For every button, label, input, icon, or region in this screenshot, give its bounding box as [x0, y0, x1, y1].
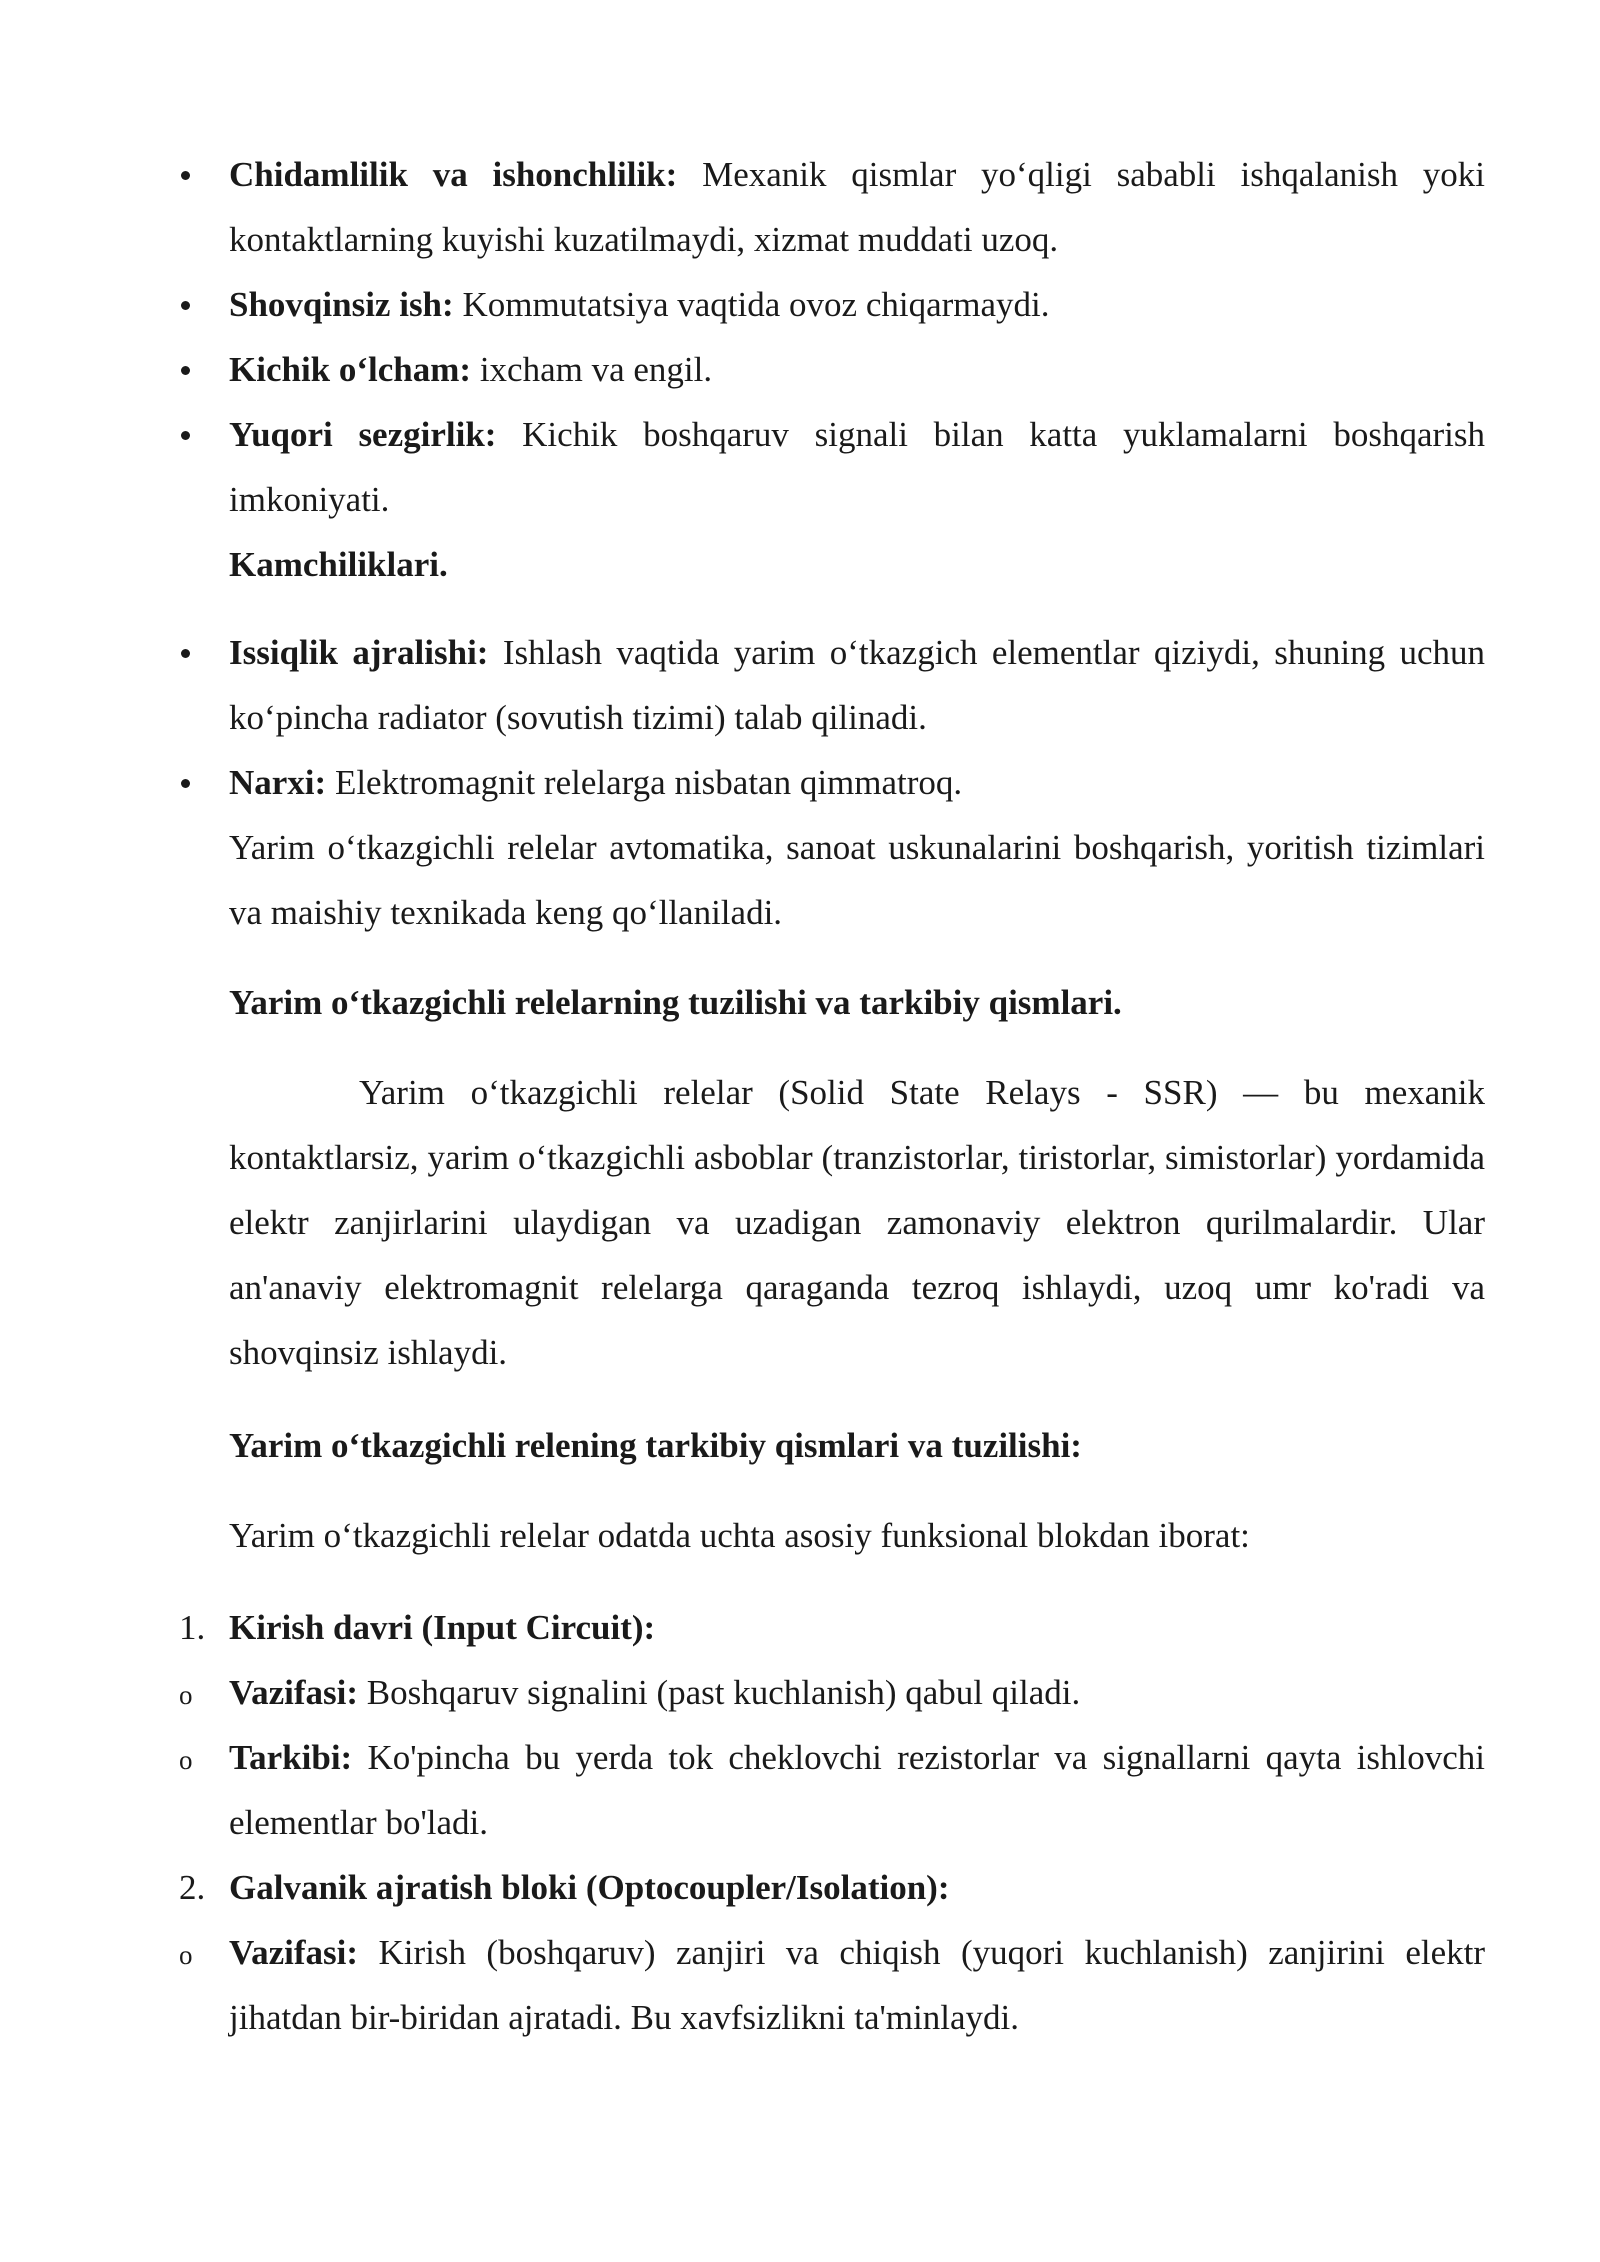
intro-paragraph-text: Yarim o‘tkazgichli relelar (Solid State Relays - SSR) — bu mexanik kontaktlarsiz, yarim o‘tkazgichli asboblar (tranzistorlar, tiristorlar, simistorlar) yordamida elektr zanjirlarini ulaydigan va uzadigan zamonaviy elektron qurilmalardir. Ular an'anaviy elektromagnit relelarga qaraganda tezroq ishlaydi, uzoq umr ko'radi va shovqinsiz ishlaydi.: [229, 1073, 1485, 1372]
sub-list-item: [179, 1725, 1485, 1855]
section-heading-text: Yarim o‘tkazgichli relelarning tuzilishi va tarkibiy qismlari.: [229, 983, 1122, 1022]
sub-list-item: [179, 1920, 1485, 2050]
numbered-item: [179, 1855, 1485, 1920]
bullet-term: Shovqinsiz ish:: [229, 285, 454, 324]
bullet-description: Mexanik qismlar yo‘qligi sababli ishqalanish yoki kontaktlarning kuyishi kuzatilmaydi, xizmat muddati uzoq.: [229, 155, 1485, 259]
sub-bullet-marker: o: [179, 1680, 193, 1710]
sub-bullet-marker: o: [179, 1745, 193, 1775]
sub-item-text: [229, 1920, 1485, 2050]
bullet-term: Kichik o‘lcham:: [229, 350, 472, 389]
bullet-text: [229, 620, 1485, 750]
bullet-item: [229, 142, 1485, 272]
section-heading-text: Yarim o‘tkazgichli relening tarkibiy qismlari va tuzilishi:: [229, 1426, 1082, 1465]
bullet-term: Yuqori sezgirlik:: [229, 415, 497, 454]
bullet-text: [229, 142, 1485, 272]
blocks-intro-text: Yarim o‘tkazgichli relelar odatda uchta asosiy funksional blokdan iborat:: [229, 1516, 1250, 1555]
sub-bullet-marker: o: [179, 1940, 193, 1970]
bullet-text: [229, 337, 1485, 402]
bullet-item: [229, 620, 1485, 750]
bullet-icon: [181, 301, 190, 310]
sub-item-description: Ko'pincha bu yerda tok cheklovchi rezistorlar va signallarni qayta ishlovchi elementlar bo'ladi.: [229, 1738, 1485, 1842]
bullet-text: [229, 750, 1485, 815]
bullet-description: Ishlash vaqtida yarim o‘tkazgich elementlar qiziydi, shuning uchun ko‘pincha radiator (sovutish tizimi) talab qilinadi.: [229, 633, 1485, 737]
disadvantages-heading-text: Kamchiliklari.: [229, 545, 448, 584]
bullet-icon: [181, 171, 190, 180]
sub-item-term: Tarkibi:: [229, 1738, 353, 1777]
sub-item-text: [229, 1660, 1485, 1725]
bullet-description: Kichik boshqaruv signali bilan katta yuklamalarni boshqarish imkoniyati.: [229, 415, 1485, 519]
sub-item-description: Boshqaruv signalini (past kuchlanish) qabul qiladi.: [357, 1673, 1081, 1712]
blocks-intro-paragraph: [229, 1503, 1485, 1568]
section-heading: [229, 970, 1485, 1035]
bullet-term: Issiqlik ajralishi:: [229, 633, 489, 672]
bullet-text: [229, 272, 1485, 337]
item-number: 1.: [179, 1608, 206, 1647]
sub-item-term: Vazifasi:: [229, 1933, 358, 1972]
bullet-description: ixcham va engil.: [471, 350, 713, 389]
numbered-item-title: Galvanik ajratish bloki (Optocoupler/Isolation):: [229, 1868, 950, 1907]
numbered-item: [179, 1595, 1485, 1660]
bullet-icon: [181, 431, 190, 440]
section-heading: [229, 1413, 1485, 1478]
bullet-description: Elektromagnit relelarga nisbatan qimmatroq.: [326, 763, 963, 802]
bullet-icon: [181, 366, 190, 375]
bullet-item: [229, 337, 1485, 402]
intro-paragraph: [229, 1060, 1485, 1385]
bullet-term: Chidamlilik va ishonchlilik:: [229, 155, 678, 194]
bullet-item: [229, 272, 1485, 337]
usage-paragraph-text: Yarim o‘tkazgichli relelar avtomatika, sanoat uskunalarini boshqarish, yoritish tizimlari va maishiy texnikada keng qo‘llaniladi.: [229, 828, 1485, 932]
disadvantages-heading: [229, 532, 1485, 597]
sub-item-description: Kirish (boshqaruv) zanjiri va chiqish (yuqori kuchlanish) zanjirini elektr jihatdan bir-biridan ajratadi. Bu xavfsizlikni ta'minlaydi.: [229, 1933, 1485, 2037]
bullet-item: [229, 402, 1485, 532]
bullet-text: [229, 402, 1485, 532]
bullet-icon: [181, 649, 190, 658]
bullet-icon: [181, 779, 190, 788]
sub-item-term: Vazifasi:: [229, 1673, 358, 1712]
usage-paragraph: [229, 815, 1485, 945]
bullet-term: Narxi:: [229, 763, 327, 802]
bullet-description: Kommutatsiya vaqtida ovoz chiqarmaydi.: [453, 285, 1050, 324]
item-number: 2.: [179, 1868, 206, 1907]
numbered-item-title: Kirish davri (Input Circuit):: [229, 1608, 656, 1647]
sub-list-item: [179, 1660, 1485, 1725]
bullet-item: [229, 750, 1485, 815]
sub-item-text: [229, 1725, 1485, 1855]
